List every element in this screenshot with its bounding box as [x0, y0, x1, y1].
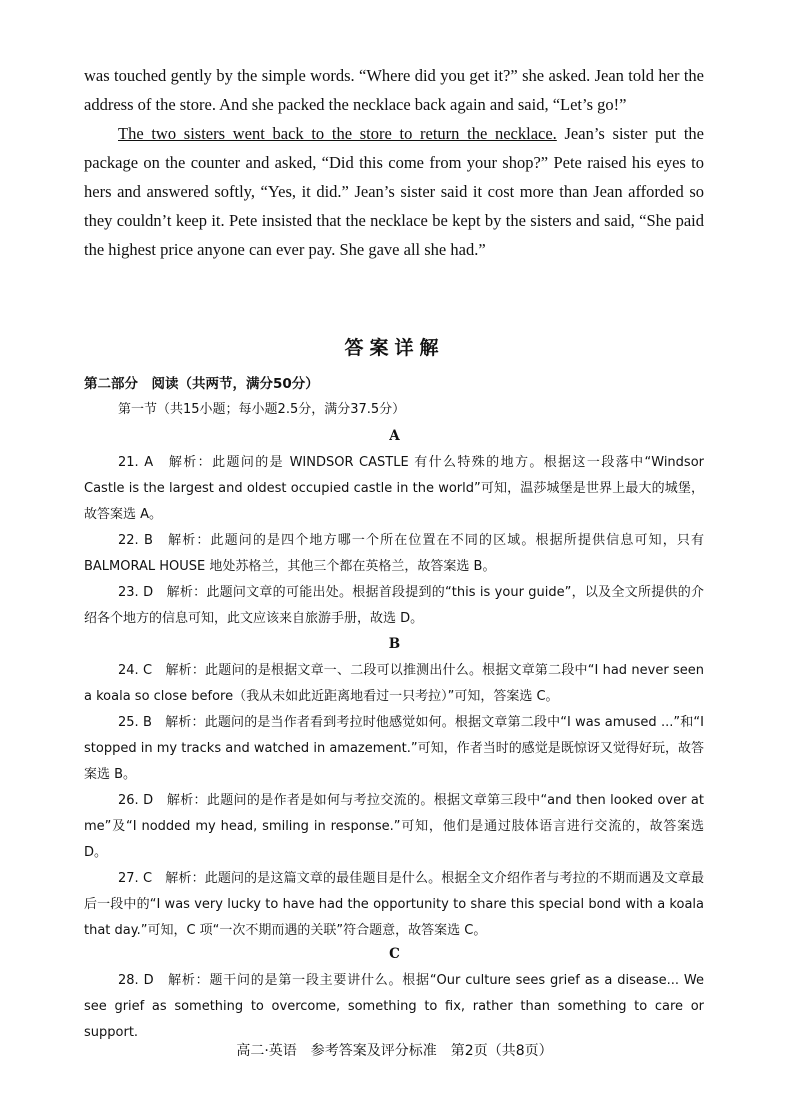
answer-22: [84, 528, 704, 580]
passage-label-b: B: [388, 636, 401, 652]
story-paragraph-2: [84, 119, 704, 264]
page-footer: 高二·英语 参考答案及评分标准 第2页（共8页）: [236, 1043, 553, 1059]
answer-24: [84, 658, 704, 710]
answer-25: [84, 710, 704, 788]
answer-22-text: 22. B 解析：此题问的是四个地方哪一个所在位置在不同的区域。根据所提供信息可知，只有 BALMORAL HOUSE 地处苏格兰，其他三个都在英格兰，故答案选 B。: [84, 533, 704, 574]
answer-28-text: 28. D 解析：题干问的是第一段主要讲什么。根据“Our culture sees grief as a disease... We see grief as something to overcome, something to fix, rather than something to care or support.: [84, 973, 704, 1040]
passage-label-c: C: [389, 946, 400, 962]
answer-25-text: 25. B 解析：此题问的是当作者看到考拉时他感觉如何。根据文章第二段中“I was amused ...”和“I stopped in my tracks and watched in amazement.”可知，作者当时的感觉是既惊讶又觉得好玩，故答案选 B。: [84, 715, 704, 782]
story-continuation: [84, 61, 704, 264]
story-paragraph-1: was touched gently by the simple words. “Where did you get it?” she asked. Jean told her the address of the store. And she packed the necklace back again and said, “Let’s go!”: [84, 66, 704, 114]
answer-28: [84, 968, 704, 1046]
section-heading: 第二部分 阅读（共两节，满分50分）: [84, 376, 319, 392]
answer-23: [84, 580, 704, 632]
answer-21: [84, 450, 704, 528]
story-paragraph-2-rest: Jean’s sister put the package on the counter and asked, “Did this come from your shop?” Pete raised his eyes to hers and answered softly, “Yes, it did.” Jean’s sister said it cost more than Jean afforded so they couldn’t keep it. Pete insisted that the necklace be kept by the sisters and said, “She paid the highest price anyone can ever pay. She gave all she had.”: [84, 124, 704, 259]
answer-23-text: 23. D 解析：此题问文章的可能出处。根据首段提到的“this is your guide”，以及全文所提供的介绍各个地方的信息可知，此文应该来自旅游手册，故选 D。: [84, 585, 704, 626]
passage-label-a: A: [389, 428, 400, 444]
answer-title: 答案详解: [344, 337, 445, 359]
answer-27: [84, 866, 704, 944]
answer-26: [84, 788, 704, 866]
answer-24-text: 24. C 解析：此题问的是根据文章一、二段可以推测出什么。根据文章第二段中“I had never seen a koala so close before（我从未如此近距离地看过一只考拉）”可知，答案选 C。: [84, 663, 704, 704]
answer-21-text: 21. A 解析：此题问的是 WINDSOR CASTLE 有什么特殊的地方。根据这一段落中“Windsor Castle is the largest and oldest occupied castle in the world”可知，温莎城堡是世界上最大的城堡，故答案选 A。: [84, 455, 704, 522]
underlined-sentence: The two sisters went back to the store to return the necklace.: [118, 124, 557, 143]
subsection-heading: 第一节（共15小题；每小题2.5分，满分37.5分）: [118, 402, 406, 417]
answer-27-text: 27. C 解析：此题问的是这篇文章的最佳题目是什么。根据全文介绍作者与考拉的不期而遇及文章最后一段中的“I was very lucky to have had the opportunity to share this special bond with a koala that day.”可知，C 项“一次不期而遇的关联”符合题意，故答案选 C。: [84, 871, 704, 938]
answer-26-text: 26. D 解析：此题问的是作者是如何与考拉交流的。根据文章第三段中“and then looked over at me”及“I nodded my head, smiling in response.”可知，他们是通过肢体语言进行交流的，故答案选 D。: [84, 793, 704, 860]
